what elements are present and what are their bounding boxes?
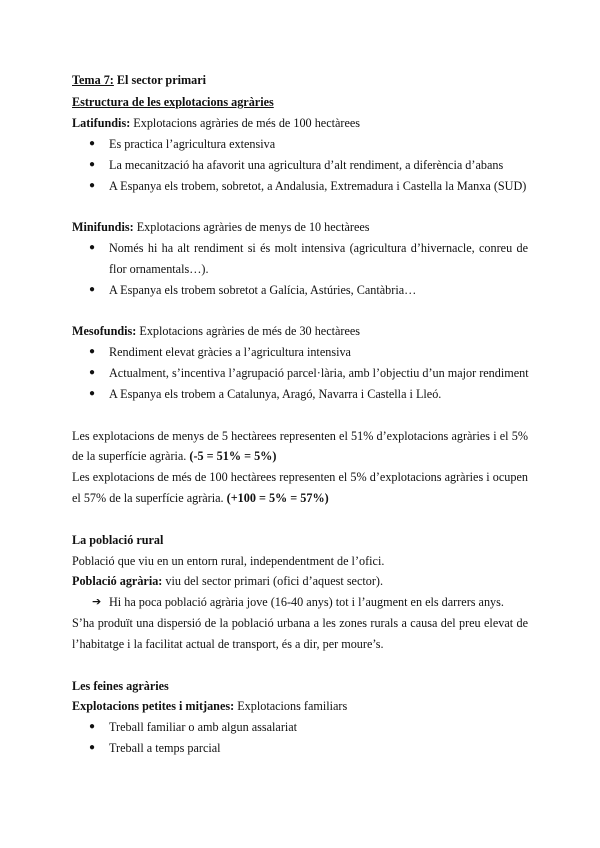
list-item: A Espanya els trobem sobretot a Galícia, Astúries, Cantàbria… [109,283,417,297]
list-item: Treball a temps parcial [109,741,221,755]
bullet-icon: ● [89,721,96,732]
small-medium-farms-definition: Explotacions petites i mitjanes: Explotacions familiars [72,699,348,713]
bullet-icon: ● [89,159,96,170]
bullet-icon: ● [89,388,96,399]
arrow-icon: ➔ [92,595,102,608]
bullet-icon: ● [89,742,96,753]
section-heading-rural-population: La població rural [72,533,164,547]
section-heading-agrarian-jobs: Les feines agràries [72,679,169,693]
bullet-icon: ● [89,284,96,295]
stats-paragraph-2-line-1: Les explotacions de més de 100 hectàrees representen el 5% d’explotacions agràries i ocupen [72,470,528,484]
list-item: Rendiment elevat gràcies a l’agricultura intensiva [109,345,351,359]
list-item: Només hi ha alt rendiment si és molt intensiva (agricultura d’hivernacle, conreu de [109,241,528,255]
list-item: A Espanya els trobem a Catalunya, Aragó, Navarra i Castella i Lleó. [109,387,442,401]
stats-paragraph-1-line-2: de la superfície agrària. (-5 = 51% = 5%) [72,449,277,463]
agrarian-population-definition: Població agrària: viu del sector primari (ofici d’aquest sector). [72,574,384,588]
section-heading-structure: Estructura de les explotacions agràries [72,95,274,109]
bullet-icon: ● [89,367,96,378]
mesofundis-definition: Mesofundis: Explotacions agràries de més de 30 hectàrees [72,324,361,338]
list-item: A Espanya els trobem, sobretot, a Andalusia, Extremadura i Castella la Manxa (SUD) [109,179,527,193]
dispersion-paragraph-line-2: l’habitatge i la facilitat actual de transport, és a dir, per moure’s. [72,637,384,651]
dispersion-paragraph-line-1: S’ha produït una dispersió de la població urbana a les zones rurals a causa del preu elevat de [72,616,528,630]
list-item: Treball familiar o amb algun assalariat [109,720,298,734]
minifundis-definition: Minifundis: Explotacions agràries de menys de 10 hectàrees [72,220,370,234]
list-item: La mecanització ha afavorit una agricultura d’alt rendiment, a diferència d’abans [109,158,504,172]
stats-paragraph-2-line-2: el 57% de la superfície agrària. (+100 = 5% = 57%) [72,491,329,505]
rural-population-definition: Població que viu en un entorn rural, independentment de l’ofici. [72,554,385,568]
document-title: Tema 7: El sector primari [72,73,207,87]
bullet-icon: ● [89,138,96,149]
bullet-icon: ● [89,242,96,253]
list-item: Actualment, s’incentiva l’agrupació parcel·lària, amb l’objectiu d’un major rendiment [109,366,529,380]
bullet-icon: ● [89,180,96,191]
latifundis-definition: Latifundis: Explotacions agràries de més de 100 hectàrees [72,116,361,130]
arrow-list-item: Hi ha poca població agrària jove (16-40 anys) tot i l’augment en els darrers anys. [109,595,504,609]
list-item: Es practica l’agricultura extensiva [109,137,276,151]
stats-paragraph-1-line-1: Les explotacions de menys de 5 hectàrees representen el 51% d’explotacions agràries i el 5% [72,429,528,443]
bullet-icon: ● [89,346,96,357]
list-item-continuation: flor ornamentals…). [109,262,209,276]
